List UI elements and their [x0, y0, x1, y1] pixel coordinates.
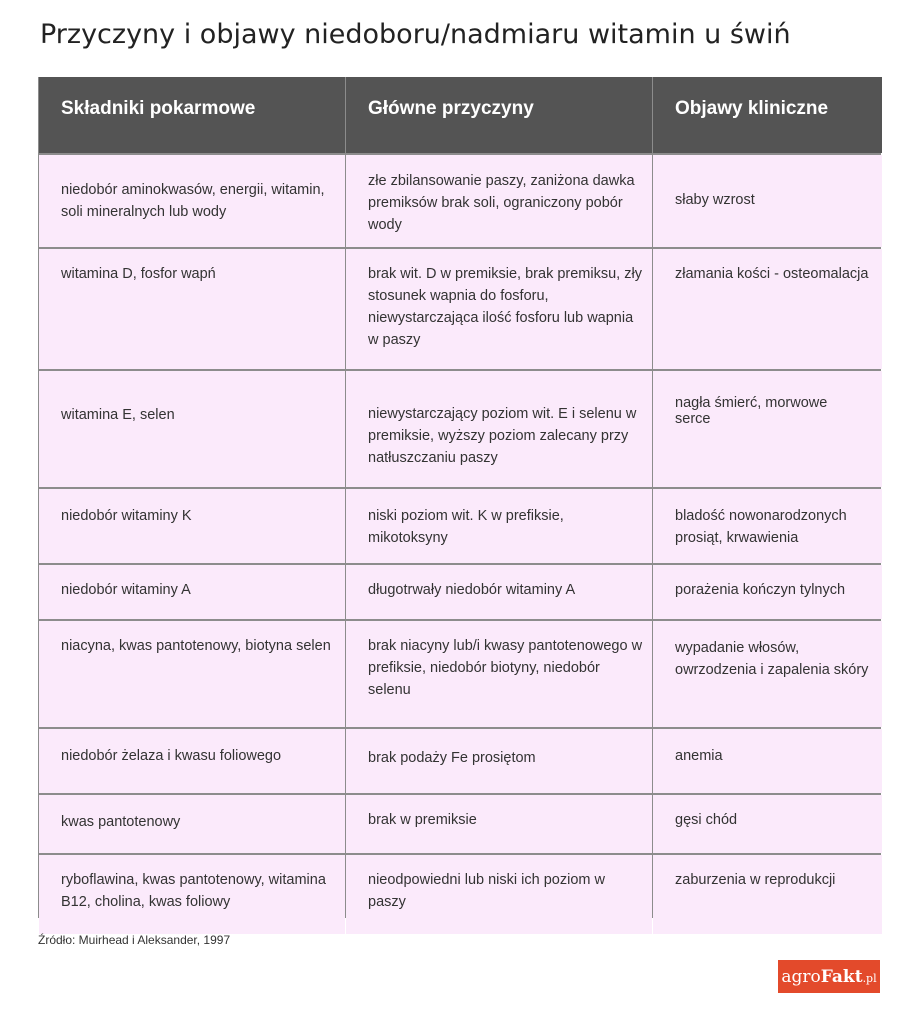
- table-cell: kwas pantotenowy: [39, 795, 345, 853]
- table-cell: złe zbilansowanie paszy, zaniżona dawka premiksów brak soli, ograniczony pobór wody: [346, 155, 652, 247]
- table-cell: brak podaży Fe prosiętom: [346, 729, 652, 793]
- page-title: Przyczyny i objawy niedoboru/nadmiaru witamin u świń: [40, 19, 791, 50]
- agrofakt-logo[interactable]: [778, 960, 880, 993]
- table-cell: anemia: [653, 729, 882, 793]
- table-cell: witamina D, fosfor wapń: [39, 249, 345, 369]
- table-cell: niewystarczający poziom wit. E i selenu w premiksie, wyższy poziom zalecany przy natłuszczaniu paszy: [346, 371, 652, 487]
- table-cell: zaburzenia w reprodukcji: [653, 855, 882, 934]
- table-cell: porażenia kończyn tylnych: [653, 565, 882, 619]
- vitamin-table: [38, 77, 881, 918]
- logo-text-agro: agro: [781, 966, 821, 987]
- header-symptoms: Objawy kliniczne: [653, 77, 882, 153]
- table-cell: bladość nowonarodzonych prosiąt, krwawienia: [653, 489, 882, 563]
- table-cell: niedobór witaminy K: [39, 489, 345, 563]
- table-cell: witamina E, selen: [39, 371, 345, 487]
- table-cell: wypadanie włosów, owrzodzenia i zapalenia skóry: [653, 621, 882, 727]
- table-cell: niedobór witaminy A: [39, 565, 345, 619]
- header-nutrients: Składniki pokarmowe: [39, 77, 345, 153]
- table-cell: słaby wzrost: [653, 155, 882, 247]
- table-cell: nieodpowiedni lub niski ich poziom w paszy: [346, 855, 652, 934]
- logo-text-pl: .pl: [862, 972, 877, 985]
- table-cell: długotrwały niedobór witaminy A: [346, 565, 652, 619]
- logo-text-fakt: Fakt: [820, 966, 863, 987]
- table-cell: brak wit. D w premiksie, brak premiksu, zły stosunek wapnia do fosforu, niewystarczająca ilość fosforu lub wapnia w paszy: [346, 249, 652, 369]
- table-cell: ryboflawina, kwas pantotenowy, witamina B12, cholina, kwas foliowy: [39, 855, 345, 934]
- table-cell: niedobór aminokwasów, energii, witamin, soli mineralnych lub wody: [39, 155, 345, 247]
- source-note: Źródło: Muirhead i Aleksander, 1997: [38, 933, 231, 947]
- table-cell: niski poziom wit. K w prefiksie, mikotoksyny: [346, 489, 652, 563]
- table-cell: niedobór żelaza i kwasu foliowego: [39, 729, 345, 793]
- table-cell: nagła śmierć, morwowe serce: [653, 371, 882, 487]
- table-cell: złamania kości - osteomalacja: [653, 249, 882, 369]
- header-causes: Główne przyczyny: [346, 77, 652, 153]
- table-cell: gęsi chód: [653, 795, 882, 853]
- table-cell: brak w premiksie: [346, 795, 652, 853]
- table-cell: brak niacyny lub/i kwasy pantotenowego w prefiksie, niedobór biotyny, niedobór selenu: [346, 621, 652, 727]
- table-cell: niacyna, kwas pantotenowy, biotyna selen: [39, 621, 345, 727]
